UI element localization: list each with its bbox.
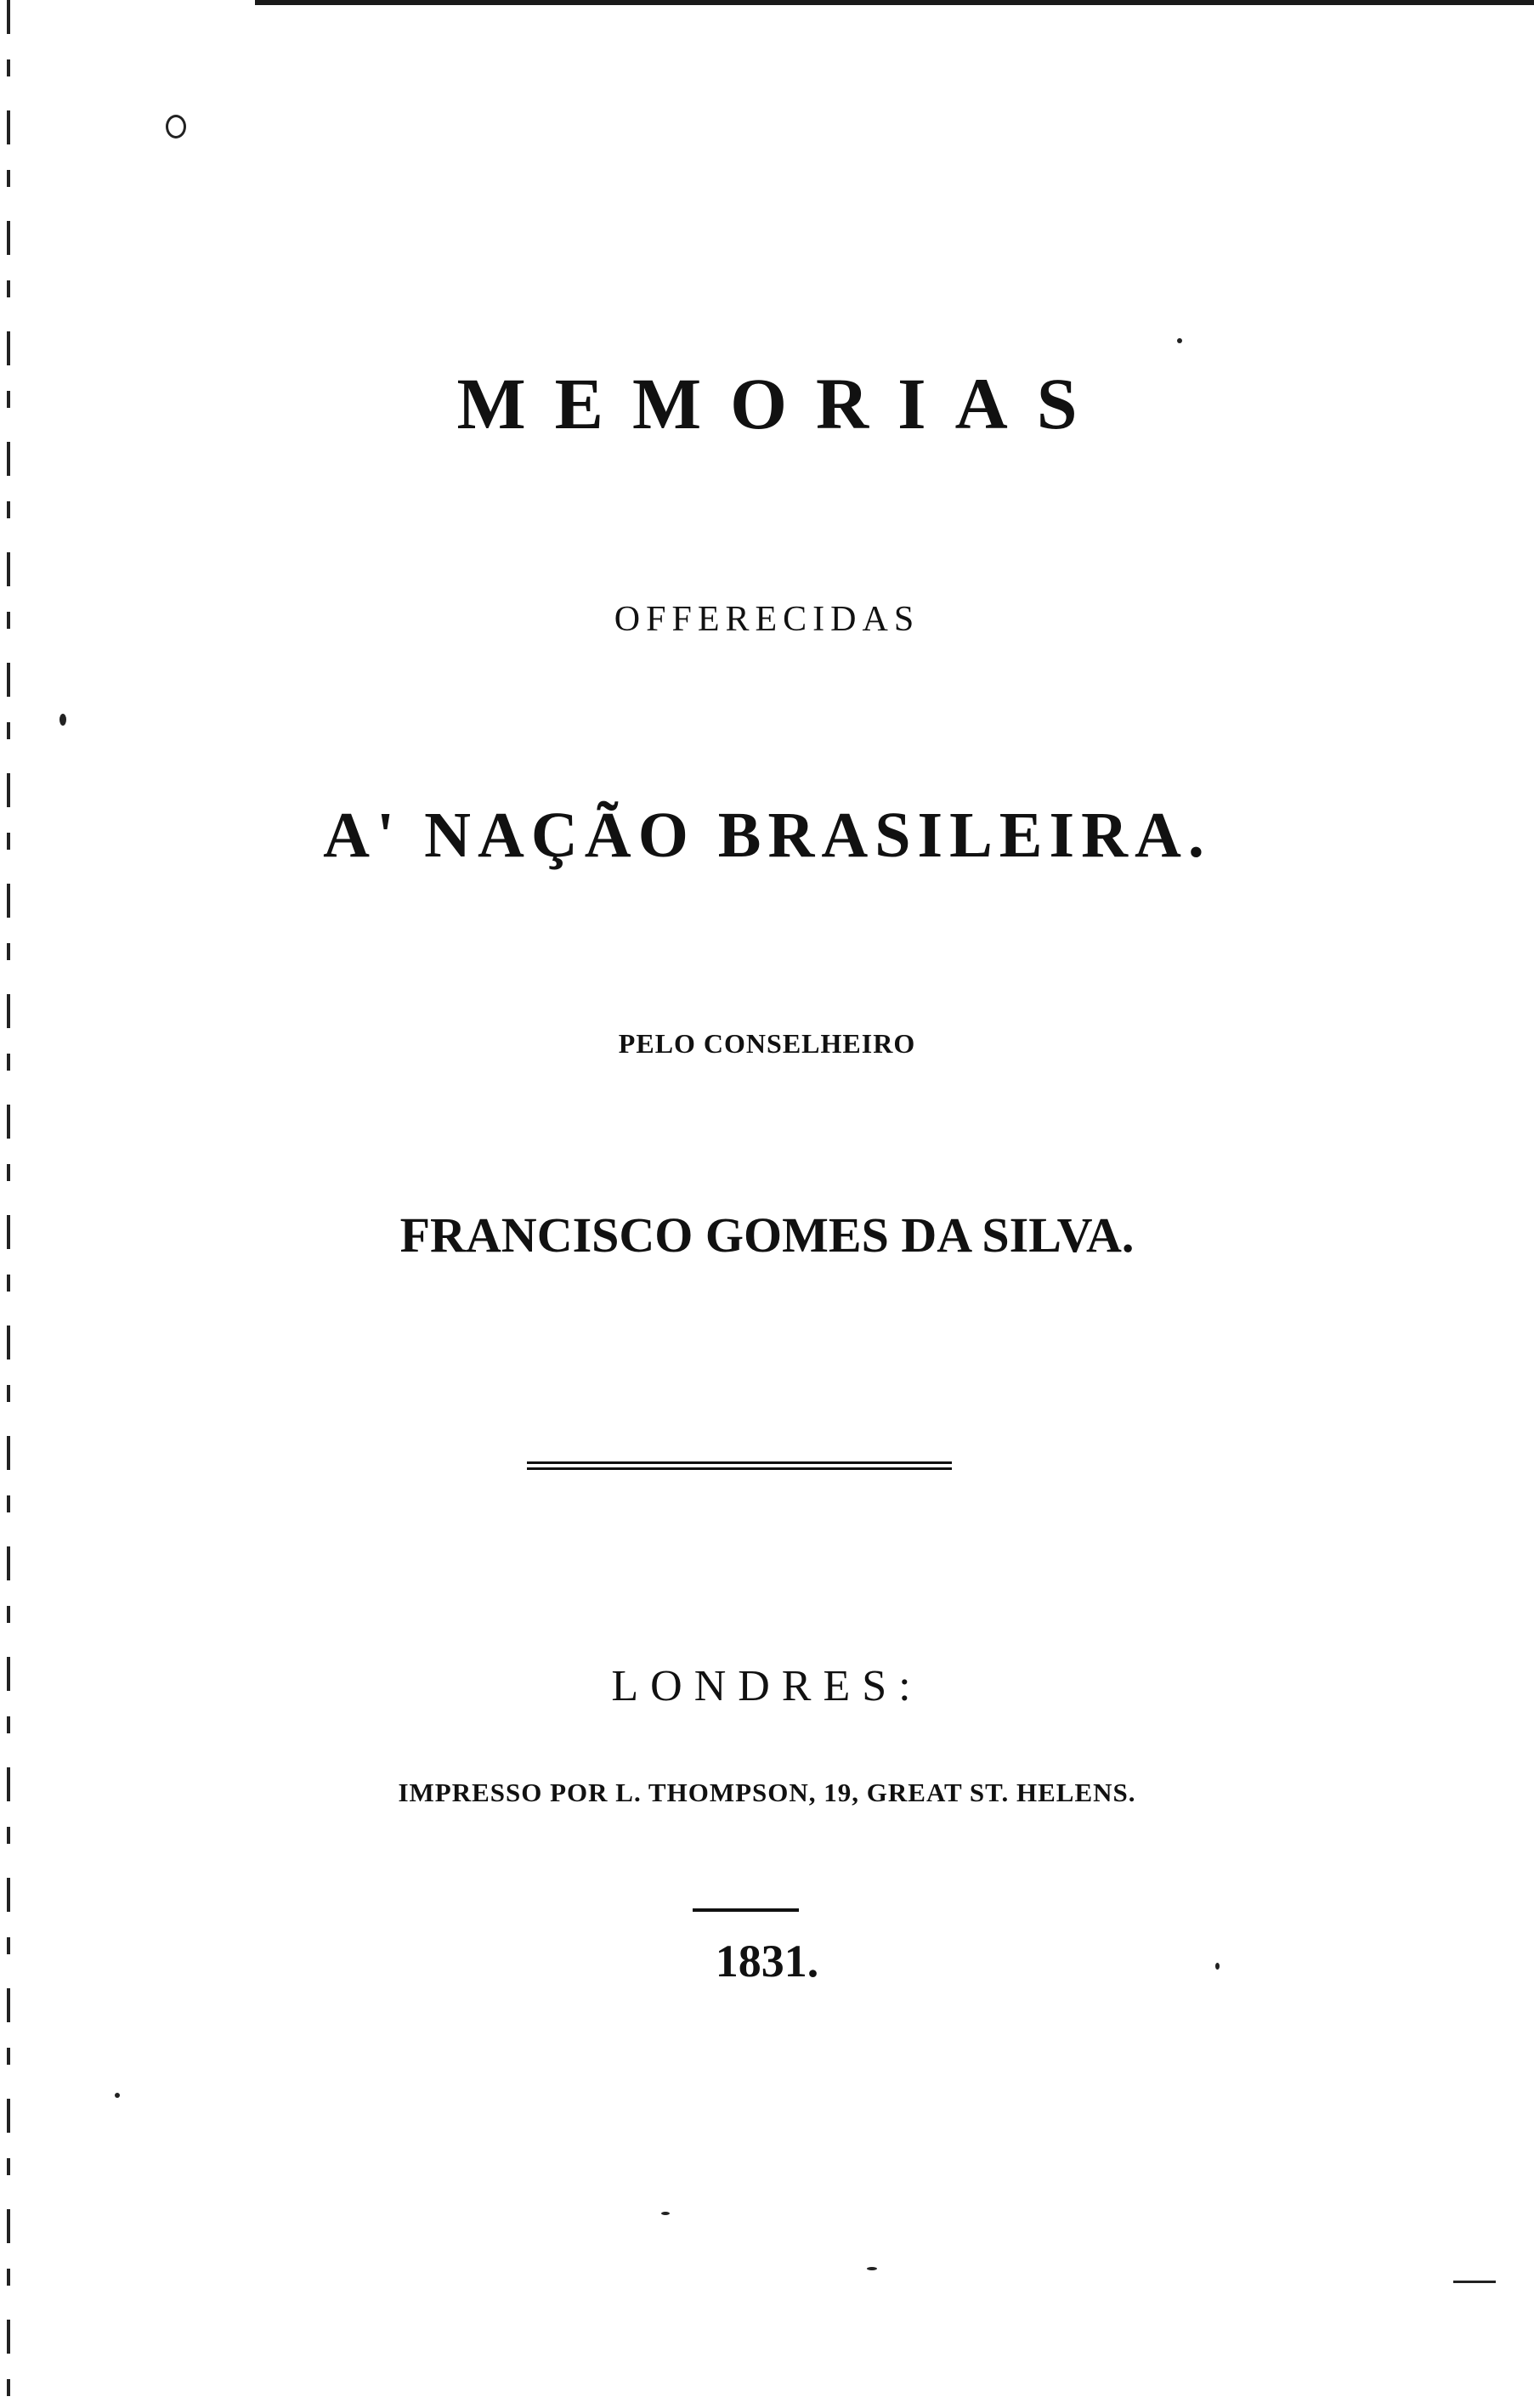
book-title: MEMORIAS [456, 363, 1107, 444]
scan-speck [1215, 1963, 1220, 1970]
double-rule-divider [527, 1461, 952, 1470]
publication-year: 1831. [715, 1936, 819, 1987]
publication-city: LONDRES: [611, 1662, 923, 1710]
scan-speck [1453, 2281, 1496, 2283]
corner-mark [166, 115, 186, 138]
author-name: FRANCISCO GOMES DA SILVA. [399, 1207, 1135, 1263]
scan-top-edge [255, 0, 1534, 5]
printer-imprint: IMPRESSO POR L. THOMPSON, 19, GREAT ST. HELENS. [398, 1778, 1136, 1807]
short-rule-divider [693, 1908, 799, 1912]
scan-speck [59, 714, 66, 726]
subtitle-line-2: A' NAÇÃO BRASILEIRA. [323, 800, 1211, 871]
subtitle-line-1: OFFERECIDAS [614, 600, 920, 639]
scan-speck [661, 2212, 670, 2215]
scan-speck [867, 2267, 877, 2270]
author-prefix: PELO CONSELHEIRO [618, 1028, 916, 1059]
scan-speck [1177, 338, 1182, 343]
scan-speck [115, 2093, 120, 2098]
